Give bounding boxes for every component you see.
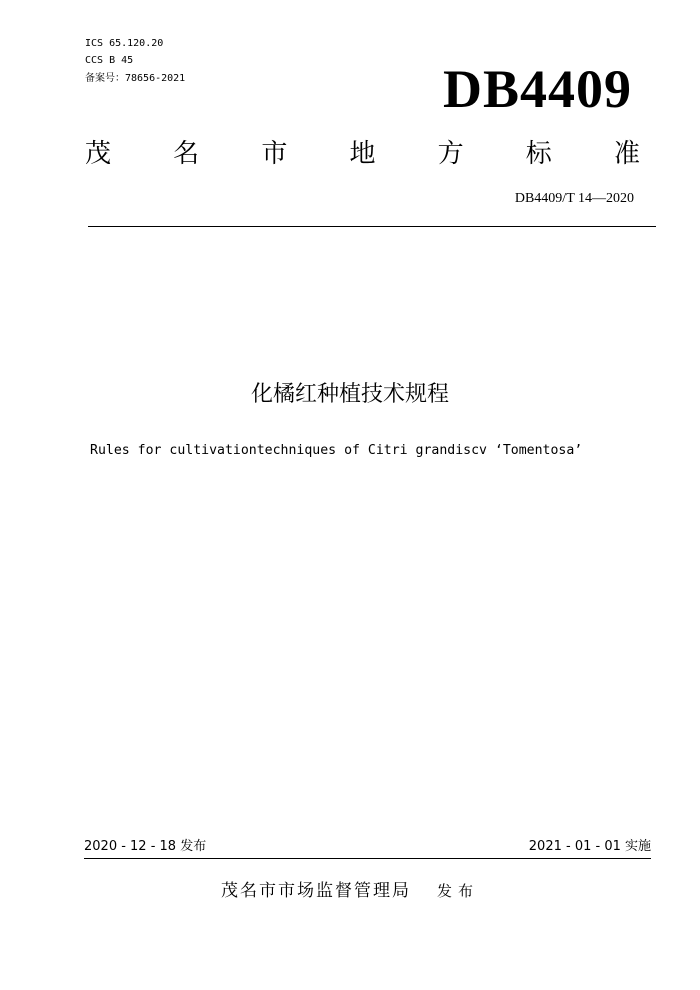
standard-type-char: 标 [525,139,552,169]
standard-type-char: 地 [349,139,376,169]
standard-type-heading [85,137,640,171]
header-divider [88,226,656,227]
ics-code: ICS 65.120.20 [85,38,164,49]
standard-type-char: 名 [173,139,200,169]
issue-label: 发布 [436,882,479,900]
standard-code-logo: DB4409 [442,59,632,119]
standard-type-char: 市 [261,139,288,169]
ccs-code: CCS B 45 [85,55,134,66]
document-title-english: Rules for cultivationtechniques of Citri grandiscv ‘Tomentosa’ [90,443,583,458]
standard-type-char: 准 [613,139,640,169]
issuer-row [0,876,700,901]
date-row [84,838,651,859]
standard-number: DB4409/T 14—2020 [514,191,634,206]
document-title-chinese: 化橘红种植技术规程 [250,382,449,407]
standard-type-char: 方 [437,139,464,169]
filing-number: 备案号：78656-2021 [85,73,186,84]
publish-date: 2020 - 12 - 18 发布 [84,839,207,854]
issuing-authority: 茂名市市场监督管理局 [220,881,411,901]
implement-date: 2021 - 01 - 01 实施 [528,839,651,854]
standard-type-char: 茂 [85,139,112,169]
